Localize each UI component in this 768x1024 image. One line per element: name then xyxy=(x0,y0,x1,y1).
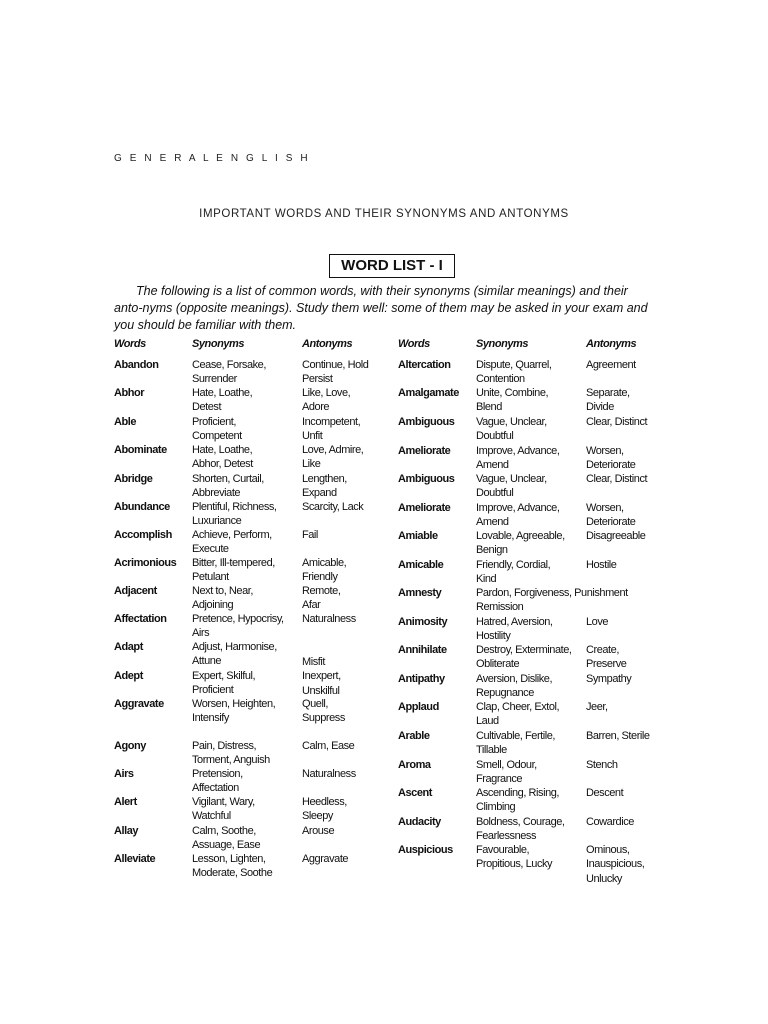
entry-word: Abandon xyxy=(114,359,159,371)
entry-word: Acrimonious xyxy=(114,557,177,569)
entry-antonyms: Naturalness xyxy=(302,768,356,780)
entry-word: Antipathy xyxy=(398,673,445,685)
entry-antonyms: Amicable, Friendly xyxy=(302,557,347,584)
entry-synonyms: Ascending, Rising, Climbing xyxy=(476,787,560,814)
entry-synonyms: Plentiful, Richness, Luxuriance xyxy=(192,501,277,528)
entry-word: Amicable xyxy=(398,559,444,571)
entry-word: Abhor xyxy=(114,387,145,399)
entry-synonyms: Favourable, Propitious, Lucky xyxy=(476,844,553,871)
entry-word: Allay xyxy=(114,825,139,837)
entry-synonyms: Pretension, Affectation xyxy=(192,768,243,795)
entry-synonyms: Smell, Odour, Fragrance xyxy=(476,759,537,786)
entry-synonyms: Bitter, Ill-tempered, Petulant xyxy=(192,557,275,584)
entry-antonyms: Aggravate xyxy=(302,853,349,865)
entry-antonyms: Separate, Divide xyxy=(586,387,630,414)
entry-word: Adapt xyxy=(114,641,143,653)
entry-synonyms: Destroy, Exterminate, Obliterate xyxy=(476,644,572,671)
entry-antonyms: Agreement xyxy=(586,359,636,371)
entry-synonyms: Achieve, Perform, Execute xyxy=(192,529,272,556)
intro-paragraph: The following is a list of common words, with their synonyms (similar meanings) and their anto-nyms (opposite meanings). Study them well: some of them may be asked in your exam and you should be familiar with them. xyxy=(114,284,648,332)
entry-synonyms: Lesson, Lighten, Moderate, Soothe xyxy=(192,853,273,880)
entry-word: Animosity xyxy=(398,616,448,628)
entry-synonyms: Vigilant, Wary, Watchful xyxy=(192,796,255,823)
entry-synonyms: Expert, Skilful, Proficient xyxy=(192,670,256,697)
entry-word: Amalgamate xyxy=(398,387,459,399)
entry-synonyms: Improve, Advance, Amend xyxy=(476,445,560,472)
header-synonyms: Synonyms xyxy=(192,338,245,350)
entry-synonyms: Vague, Unclear, Doubtful xyxy=(476,416,547,443)
entry-antonyms: Clear, Distinct xyxy=(586,416,648,428)
entry-antonyms: Create, Preserve xyxy=(586,644,627,671)
entry-antonyms: Clear, Distinct xyxy=(586,473,648,485)
entry-word: Airs xyxy=(114,768,134,780)
header-antonyms: Antonyms xyxy=(302,338,353,350)
entry-antonyms: Love xyxy=(586,616,609,628)
header-words: Words xyxy=(398,338,430,350)
entry-synonyms: Clap, Cheer, Extol, Laud xyxy=(476,701,560,728)
entry-word: Amnesty xyxy=(398,587,442,599)
entry-word: Annihilate xyxy=(398,644,447,656)
entry-word: Aggravate xyxy=(114,698,164,710)
entry-word: Ameliorate xyxy=(398,445,451,457)
entry-antonyms: Incompetent, Unfit xyxy=(302,416,361,443)
entry-synonyms: Pardon, Forgiveness, Punishment Remission xyxy=(476,587,628,614)
entry-antonyms: Like, Love, Adore xyxy=(302,387,351,414)
entry-synonyms: Dispute, Quarrel, Contention xyxy=(476,359,552,386)
entry-antonyms: Lengthen, Expand xyxy=(302,473,347,500)
entry-antonyms: Misfit Inexpert, Unskilful xyxy=(302,656,341,697)
entry-antonyms: Naturalness xyxy=(302,613,356,625)
entry-word: Agony xyxy=(114,740,146,752)
entry-antonyms: Descent xyxy=(586,787,624,799)
entry-word: Ambiguous xyxy=(398,416,455,428)
page-title: IMPORTANT WORDS AND THEIR SYNONYMS AND ANTONYMS xyxy=(199,208,569,220)
header-antonyms: Antonyms xyxy=(586,338,637,350)
entry-synonyms: Calm, Soothe, Assuage, Ease xyxy=(192,825,261,852)
word-list-heading: WORD LIST - I xyxy=(329,254,455,278)
entry-antonyms: Continue, Hold Persist xyxy=(302,359,369,386)
entry-synonyms: Pretence, Hypocrisy, Airs xyxy=(192,613,284,640)
entry-antonyms: Jeer, xyxy=(586,701,608,713)
entry-word: Affectation xyxy=(114,613,167,625)
entry-antonyms: Ominous, Inauspicious, Unlucky xyxy=(586,844,645,885)
entry-word: Amiable xyxy=(398,530,438,542)
entry-antonyms: Worsen, Deteriorate xyxy=(586,502,636,529)
entry-synonyms: Hate, Loathe, Detest xyxy=(192,387,253,414)
entry-word: Ameliorate xyxy=(398,502,451,514)
entry-synonyms: Cultivable, Fertile, Tillable xyxy=(476,730,556,757)
entry-antonyms: Cowardice xyxy=(586,816,634,828)
entry-synonyms: Worsen, Heighten, Intensify xyxy=(192,698,276,725)
entry-antonyms: Worsen, Deteriorate xyxy=(586,445,636,472)
entry-word: Auspicious xyxy=(398,844,453,856)
entry-word: Accomplish xyxy=(114,529,172,541)
entry-word: Applaud xyxy=(398,701,439,713)
entry-synonyms: Lovable, Agreeable, Benign xyxy=(476,530,565,557)
entry-antonyms: Sympathy xyxy=(586,673,632,685)
entry-antonyms: Scarcity, Lack xyxy=(302,501,364,513)
entry-antonyms: Calm, Ease xyxy=(302,740,355,752)
entry-word: Adept xyxy=(114,670,143,682)
entry-synonyms: Vague, Unclear, Doubtful xyxy=(476,473,547,500)
entry-synonyms: Hate, Loathe, Abhor, Detest xyxy=(192,444,253,471)
entry-synonyms: Hatred, Aversion, Hostility xyxy=(476,616,553,643)
entry-synonyms: Friendly, Cordial, Kind xyxy=(476,559,551,586)
entry-word: Abridge xyxy=(114,473,153,485)
header-words: Words xyxy=(114,338,146,350)
entry-word: Altercation xyxy=(398,359,451,371)
entry-antonyms: Quell, Suppress xyxy=(302,698,345,725)
entry-word: Alleviate xyxy=(114,853,156,865)
entry-word: Aroma xyxy=(398,759,431,771)
entry-antonyms: Disagreeable xyxy=(586,530,646,542)
entry-synonyms: Aversion, Dislike, Repugnance xyxy=(476,673,553,700)
entry-antonyms: Barren, Sterile xyxy=(586,730,650,742)
entry-synonyms: Pain, Distress, Torment, Anguish xyxy=(192,740,270,767)
entry-word: Audacity xyxy=(398,816,441,828)
entry-antonyms: Fail xyxy=(302,529,318,541)
entry-word: Abundance xyxy=(114,501,170,513)
entry-synonyms: Improve, Advance, Amend xyxy=(476,502,560,529)
entry-synonyms: Proficient, Competent xyxy=(192,416,242,443)
entry-antonyms: Arouse xyxy=(302,825,335,837)
entry-synonyms: Next to, Near, Adjoining xyxy=(192,585,253,612)
entry-antonyms: Love, Admire, Like xyxy=(302,444,364,471)
entry-synonyms: Adjust, Harmonise, Attune xyxy=(192,641,277,668)
entry-word: Able xyxy=(114,416,137,428)
entry-antonyms: Remote, Afar xyxy=(302,585,341,612)
entry-antonyms: Heedless, Sleepy xyxy=(302,796,347,823)
entry-word: Alert xyxy=(114,796,137,808)
entry-word: Abominate xyxy=(114,444,167,456)
entry-synonyms: Cease, Forsake, Surrender xyxy=(192,359,266,386)
entry-word: Ambiguous xyxy=(398,473,455,485)
entry-synonyms: Boldness, Courage, Fearlessness xyxy=(476,816,565,843)
running-head: G E N E R A L E N G L I S H xyxy=(114,153,311,164)
header-synonyms: Synonyms xyxy=(476,338,529,350)
entry-word: Adjacent xyxy=(114,585,157,597)
entry-antonyms: Hostile xyxy=(586,559,617,571)
entry-synonyms: Shorten, Curtail, Abbreviate xyxy=(192,473,264,500)
entry-word: Arable xyxy=(398,730,430,742)
entry-word: Ascent xyxy=(398,787,432,799)
entry-synonyms: Unite, Combine, Blend xyxy=(476,387,549,414)
entry-antonyms: Stench xyxy=(586,759,618,771)
